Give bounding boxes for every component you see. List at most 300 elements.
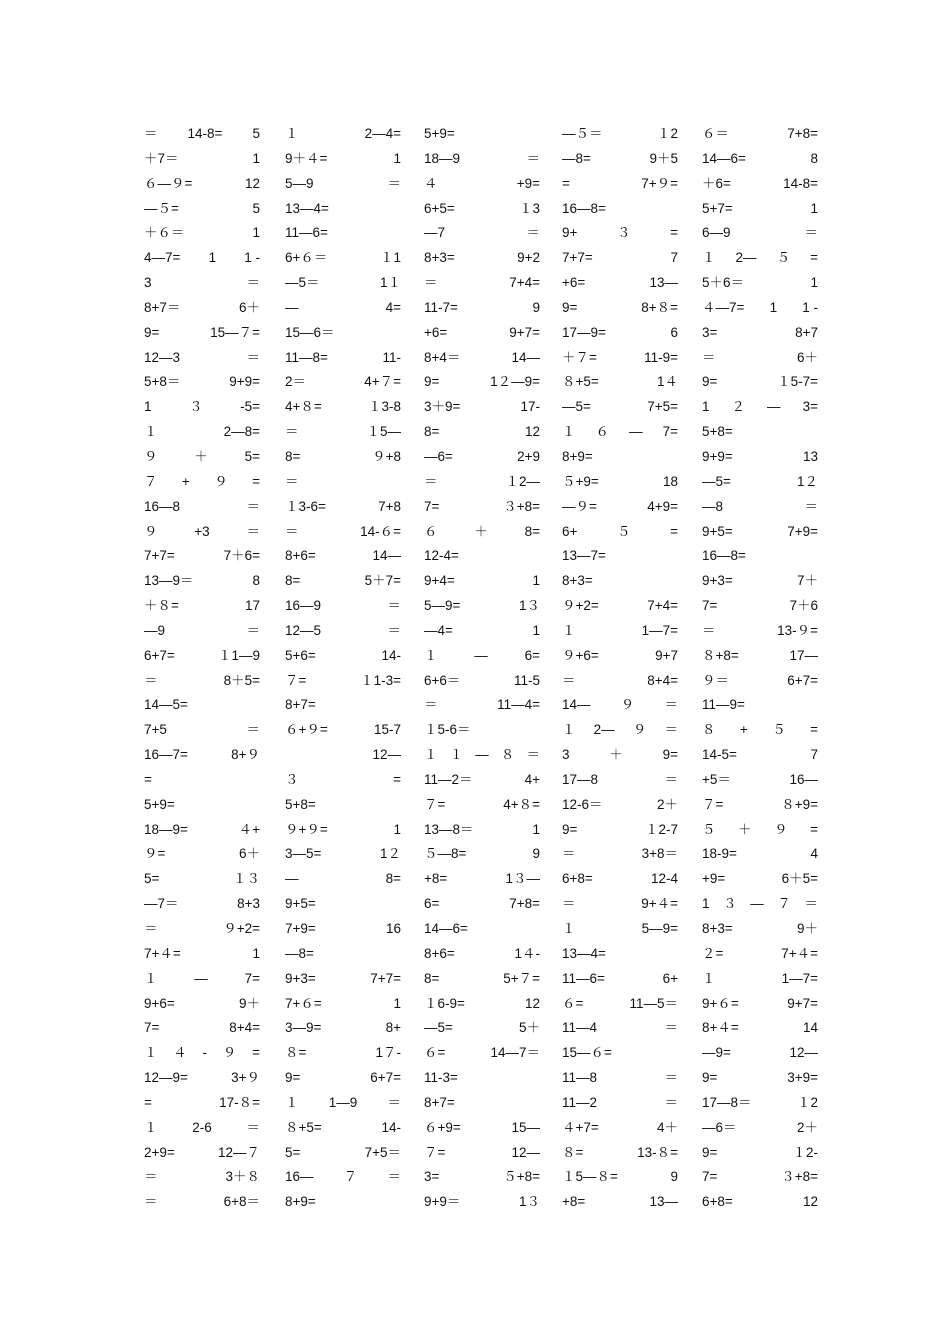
worksheet-fragment: 6+ [662,970,678,986]
worksheet-line [562,768,678,793]
worksheet-fragment: ９ [144,523,158,539]
worksheet-line [424,346,540,371]
worksheet-line [702,1165,818,1190]
worksheet-fragment: 12-4 [650,871,678,887]
worksheet-line [424,619,540,644]
worksheet-fragment: 8= [424,424,440,440]
worksheet-line [702,842,818,867]
worksheet-fragment: 9= [702,1144,718,1160]
worksheet-fragment: 6+６＝ [285,250,328,266]
worksheet-line [285,992,401,1017]
worksheet-fragment: 7+9= [285,921,316,936]
worksheet-line [285,395,401,420]
worksheet-fragment: = [144,771,152,787]
worksheet-fragment: ９+９= [285,821,328,837]
worksheet-line [285,644,401,669]
worksheet-fragment: 17—8 [562,771,599,787]
worksheet-line [702,172,818,197]
worksheet-fragment: ＋7＝ [144,150,179,166]
worksheet-fragment: ＝ [246,1119,260,1135]
worksheet-fragment: 1 [252,945,260,961]
worksheet-fragment: 1 [144,399,152,415]
worksheet-fragment: 8+6= [285,548,316,564]
worksheet-line [562,544,678,569]
worksheet-line [424,147,540,172]
worksheet-fragment: 1—7= [781,970,818,986]
worksheet-fragment: 8= [424,970,440,986]
worksheet-fragment: １6-9= [424,995,465,1011]
worksheet-fragment: 12— [789,1045,818,1061]
worksheet-fragment: 11- [382,349,401,365]
worksheet-fragment: —8 [702,498,724,514]
worksheet-fragment: 1７- [375,1045,401,1061]
worksheet-fragment: 16—8 [144,498,181,514]
worksheet-fragment: 1—9 [328,1094,358,1110]
worksheet-fragment: 16—8= [702,548,746,564]
worksheet-fragment: １1—9 [217,647,260,663]
worksheet-fragment: 5+8= [285,796,316,812]
worksheet-fragment: — [629,424,643,440]
worksheet-fragment: 9= [144,324,160,340]
worksheet-fragment: 4＋ [656,1119,678,1135]
worksheet-fragment: 9 [670,1169,678,1185]
worksheet-fragment: １2— [505,473,540,489]
worksheet-fragment: 7= [424,498,440,514]
worksheet-fragment: ＝ [702,349,716,365]
worksheet-fragment: = [670,225,678,241]
worksheet-fragment: 7＋6= [223,548,260,564]
worksheet-fragment: １5-6＝ [424,722,471,738]
worksheet-fragment: ５ [772,722,786,738]
worksheet-line [424,197,540,222]
worksheet-fragment: ６＝ [702,126,729,141]
worksheet-line [285,793,401,818]
worksheet-fragment: 16—8= [562,200,606,216]
worksheet-line [562,197,678,222]
worksheet-line [144,395,260,420]
worksheet-fragment: ＝ [702,622,716,638]
worksheet-fragment: 8+4= [647,672,678,688]
worksheet-line [144,644,260,669]
worksheet-line [285,669,401,694]
worksheet-line [144,1066,260,1091]
worksheet-fragment: 11-7= [424,299,458,315]
worksheet-fragment: ８ [500,747,515,763]
worksheet-fragment: 14— [372,548,401,564]
worksheet-fragment: 5+6= [285,647,316,663]
worksheet-fragment: １ [424,647,438,663]
worksheet-line [144,1116,260,1141]
worksheet-line [144,1091,260,1116]
worksheet-fragment: 11—9= [702,697,745,713]
worksheet-fragment: ８+8= [702,647,739,663]
worksheet-fragment: 3＋9= [424,399,461,415]
worksheet-fragment: １ [562,424,576,440]
worksheet-fragment: ３ [723,896,737,912]
worksheet-line [562,1141,678,1166]
worksheet-fragment: ６ [424,523,438,539]
worksheet-fragment: 14 [802,1020,818,1036]
worksheet-fragment: —9= [702,1045,731,1061]
worksheet-fragment: ３+8= [503,498,540,514]
worksheet-fragment: ＝ [804,498,818,514]
worksheet-line [562,395,678,420]
worksheet-fragment: ７ [144,473,158,489]
worksheet-fragment: ＝ [246,523,260,539]
worksheet-fragment: ９＝ [702,672,729,688]
worksheet-fragment: —5= [562,399,591,415]
worksheet-fragment: —7＝ [144,896,179,912]
worksheet-fragment: 12—5 [285,622,322,638]
worksheet-fragment: 13-８= [637,1144,678,1160]
worksheet-line [702,470,818,495]
worksheet-line [562,1116,678,1141]
worksheet-fragment: +3 [194,523,210,539]
worksheet-fragment: 9+2 [517,250,540,266]
worksheet-fragment: — [285,871,299,887]
worksheet-fragment: 1１ [379,275,401,291]
worksheet-fragment: ＝ [664,1094,678,1110]
worksheet-fragment: ４+ [238,821,260,837]
worksheet-fragment: 11—8 [562,1070,598,1086]
worksheet-fragment: 1３ [518,598,540,614]
worksheet-fragment: 14-8= [187,126,223,141]
worksheet-line [702,1141,818,1166]
problem-column-3 [424,122,540,1215]
worksheet-fragment: 8= [524,523,540,539]
worksheet-fragment: = [252,1045,260,1061]
worksheet-fragment: 8+４= [702,1020,739,1036]
worksheet-line [562,221,678,246]
worksheet-line [424,495,540,520]
worksheet-line [562,520,678,545]
worksheet-fragment: 4—7= [144,250,181,266]
worksheet-line [285,1066,401,1091]
worksheet-line [702,768,818,793]
worksheet-fragment: 14— [511,349,540,365]
worksheet-fragment: 17— [789,647,818,663]
worksheet-line [144,271,260,296]
worksheet-fragment: ＝ [144,672,158,688]
worksheet-fragment: 1—7= [641,622,678,638]
worksheet-fragment: — [285,299,299,315]
worksheet-line [562,246,678,271]
worksheet-fragment: 2-6 [192,1119,212,1135]
worksheet-fragment: 3+8＝ [641,846,678,862]
worksheet-fragment: ９ [774,821,788,837]
worksheet-fragment: ＋ [474,523,488,539]
worksheet-line [562,669,678,694]
worksheet-fragment: 1 [810,200,818,216]
worksheet-line [285,197,401,222]
worksheet-line [702,197,818,222]
worksheet-line [144,470,260,495]
worksheet-line [702,917,818,942]
worksheet-line [424,892,540,917]
worksheet-line [285,370,401,395]
worksheet-line [562,271,678,296]
worksheet-line [285,147,401,172]
worksheet-fragment: ６= [424,1045,446,1061]
worksheet-line [285,942,401,967]
worksheet-fragment: 4 [810,846,818,862]
worksheet-line [562,122,678,147]
worksheet-line [562,1165,678,1190]
worksheet-line [562,1091,678,1116]
worksheet-fragment: ５ [617,523,631,539]
worksheet-fragment: ＝ [285,523,299,539]
worksheet-line [562,346,678,371]
worksheet-fragment: 13— [649,1194,678,1210]
worksheet-fragment: —5＝ [285,275,320,291]
worksheet-fragment: 5＋6＝ [702,275,745,291]
worksheet-fragment: 8+９ [231,747,260,763]
worksheet-fragment: 6+ [562,523,578,539]
worksheet-fragment: １1 [379,250,401,266]
worksheet-line [562,1190,678,1215]
worksheet-fragment: — [475,747,489,763]
worksheet-line [285,495,401,520]
worksheet-line [702,669,818,694]
worksheet-fragment: 14—6= [702,150,746,166]
worksheet-line [702,346,818,371]
worksheet-fragment: 5 [252,200,260,216]
worksheet-fragment: ２= [702,945,724,961]
worksheet-fragment: 5+9= [144,796,175,812]
worksheet-fragment: １ [285,1094,299,1110]
worksheet-fragment: ＋６＝ [144,225,185,241]
worksheet-fragment: 17 [244,598,260,614]
worksheet-line [144,420,260,445]
worksheet-line [424,942,540,967]
worksheet-line [702,619,818,644]
worksheet-line [424,172,540,197]
worksheet-line [144,992,260,1017]
worksheet-fragment: 4+７= [364,374,401,390]
worksheet-fragment: 9＋４= [285,150,328,166]
worksheet-line [285,246,401,271]
worksheet-fragment: ４+7= [562,1119,599,1135]
worksheet-fragment: 1 [532,573,540,589]
worksheet-fragment: ８= [562,1144,584,1160]
worksheet-fragment: 1 [252,150,260,166]
worksheet-fragment: １5— [366,424,401,440]
worksheet-fragment: １ [144,1119,158,1135]
worksheet-line [702,1091,818,1116]
worksheet-fragment: 11-3= [424,1070,458,1086]
worksheet-fragment: ＝ [246,498,260,514]
worksheet-line [144,743,260,768]
worksheet-fragment: 2＋ [656,796,678,812]
worksheet-fragment: — [767,399,781,415]
worksheet-fragment: ＝ [664,771,678,787]
worksheet-fragment: 8+7= [285,697,316,713]
worksheet-line [562,892,678,917]
worksheet-line [424,569,540,594]
worksheet-fragment: 7= [244,970,260,986]
worksheet-fragment: 8 [810,150,818,166]
worksheet-line [424,445,540,470]
worksheet-fragment: 7+7= [144,548,175,564]
worksheet-fragment: 7+9= [787,523,818,539]
worksheet-fragment: 7= [702,1169,718,1185]
worksheet-fragment: = [562,175,570,191]
worksheet-line [702,967,818,992]
worksheet-line [285,470,401,495]
worksheet-line [424,370,540,395]
worksheet-fragment: ＝ [804,896,818,912]
worksheet-fragment: - [202,1045,208,1061]
worksheet-line [144,1141,260,1166]
worksheet-line [424,1066,540,1091]
worksheet-line [144,296,260,321]
worksheet-fragment: 7+4= [509,275,540,291]
worksheet-line [424,842,540,867]
worksheet-fragment: 11—8= [285,349,328,365]
worksheet-fragment: ９+2= [223,921,260,936]
worksheet-fragment: ＝ [246,275,260,291]
worksheet-fragment: ＝ [562,896,576,912]
worksheet-fragment: 2—8= [223,424,260,440]
worksheet-fragment: ８+5= [285,1119,322,1135]
worksheet-fragment: 18—9 [424,150,461,166]
worksheet-line [144,1190,260,1215]
worksheet-fragment: ＝ [144,1169,158,1185]
worksheet-line [702,495,818,520]
worksheet-fragment: 7＋ [796,573,818,589]
worksheet-fragment: 3—9= [285,1020,322,1036]
worksheet-fragment: 9+9= [229,374,260,390]
worksheet-fragment: 2— [593,722,615,738]
worksheet-fragment: 1 [252,225,260,241]
worksheet-fragment: 13 [802,448,818,464]
worksheet-fragment: 5= [144,871,160,887]
worksheet-line [144,892,260,917]
worksheet-line [562,1041,678,1066]
worksheet-fragment: 9+5= [702,523,733,539]
worksheet-fragment: ＋８= [144,598,179,614]
worksheet-fragment: 11—2 [562,1094,598,1110]
worksheet-line [424,867,540,892]
worksheet-fragment: 9+7= [509,324,540,340]
worksheet-fragment: １３ [233,871,260,887]
worksheet-fragment: １ [144,424,158,440]
worksheet-line [424,793,540,818]
worksheet-fragment: 1２ [796,473,818,489]
worksheet-line [424,420,540,445]
worksheet-fragment: 3= [802,399,818,415]
worksheet-fragment: 1 [702,896,710,912]
worksheet-line [144,818,260,843]
worksheet-fragment: 6+5= [424,200,455,216]
worksheet-fragment: 7+8 [378,498,401,514]
worksheet-line [702,569,818,594]
worksheet-line [424,917,540,942]
worksheet-line [424,271,540,296]
worksheet-fragment: ７ [777,896,791,912]
worksheet-fragment: ＋ [738,821,752,837]
worksheet-fragment: 2— [735,250,757,266]
worksheet-fragment: 9 [532,846,540,862]
worksheet-fragment: 11—6= [285,225,328,241]
worksheet-fragment: 8 [252,573,260,589]
worksheet-fragment: +6= [562,275,586,291]
worksheet-fragment: 7+5= [647,399,678,415]
worksheet-fragment: 5+8＝ [144,374,181,390]
worksheet-fragment: 5＋ [518,1020,540,1036]
worksheet-line [424,470,540,495]
worksheet-fragment: ３ [285,771,299,787]
worksheet-fragment: = [393,771,401,787]
worksheet-fragment: 3 [144,275,152,291]
worksheet-line [702,867,818,892]
worksheet-line [702,644,818,669]
worksheet-fragment: １2-7 [644,821,678,837]
worksheet-fragment: 6+7= [370,1070,401,1086]
worksheet-fragment: 1３— [505,871,540,887]
worksheet-fragment: ６= [562,995,584,1011]
worksheet-fragment: ＝ [285,473,299,489]
worksheet-line [702,321,818,346]
worksheet-fragment: 1 [769,299,778,315]
worksheet-fragment: 13—7= [562,548,606,564]
worksheet-fragment: 1 [532,821,540,837]
worksheet-fragment: —5= [702,473,731,489]
worksheet-fragment: ＝ [387,1169,401,1185]
worksheet-fragment: ３ [189,399,203,415]
worksheet-line [285,346,401,371]
worksheet-line [285,520,401,545]
worksheet-fragment: ＝ [424,473,438,489]
worksheet-line [562,569,678,594]
worksheet-fragment: = [810,250,818,266]
worksheet-fragment: 8+9= [562,448,593,464]
worksheet-fragment: 16— [285,1169,314,1185]
worksheet-fragment: 12—3 [144,349,181,365]
worksheet-fragment: 17-８= [219,1094,260,1110]
worksheet-fragment: 14—7＝ [490,1045,540,1061]
worksheet-line [702,420,818,445]
worksheet-line [285,544,401,569]
worksheet-fragment: 11—4= [497,697,540,713]
worksheet-fragment: 1２ [379,846,401,862]
worksheet-fragment: ＝ [526,150,540,166]
worksheet-line [424,296,540,321]
worksheet-line [562,172,678,197]
worksheet-line [285,122,401,147]
worksheet-fragment: 9+６= [702,995,739,1011]
worksheet-fragment: １ [144,970,158,986]
worksheet-fragment: 1 [393,821,401,837]
worksheet-line [424,1041,540,1066]
worksheet-line [702,942,818,967]
worksheet-fragment: 12—9= [144,1070,188,1086]
worksheet-line [144,370,260,395]
worksheet-fragment: 7= [662,424,678,440]
worksheet-fragment: 5—9= [641,921,678,936]
problem-column-5 [702,122,818,1215]
worksheet-line [424,743,540,768]
worksheet-fragment: 7+7= [370,970,401,986]
worksheet-line [702,122,818,147]
worksheet-fragment: 3＋８ [225,1169,260,1185]
worksheet-line [285,221,401,246]
worksheet-fragment: +8= [562,1194,586,1210]
worksheet-fragment: 6+8= [562,871,593,887]
worksheet-fragment: 6＋ [796,349,818,365]
worksheet-line [285,1091,401,1116]
worksheet-fragment: ＋ [194,448,208,464]
